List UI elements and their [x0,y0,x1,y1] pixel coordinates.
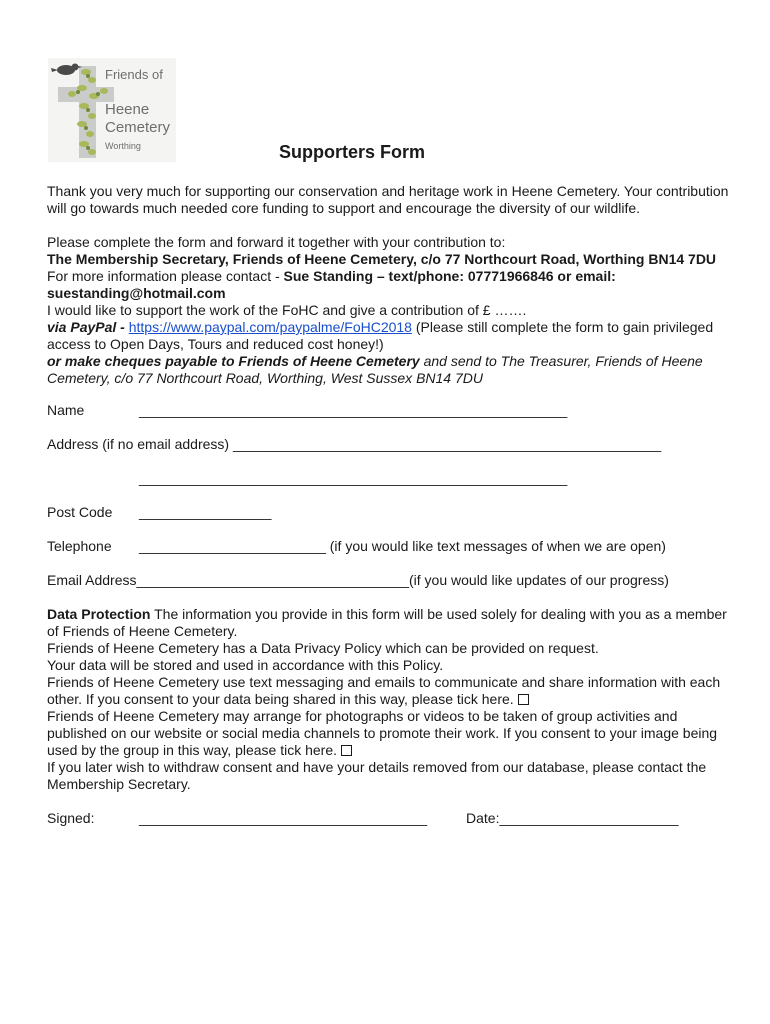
telephone-field-row [47,538,737,555]
contact-paragraph [47,268,737,302]
paypal-lead: via PayPal - [47,319,129,335]
data-protection-section [47,606,737,674]
forward-section [47,234,737,268]
address-label: Address (if no email address) _______________________________________________________ [47,436,662,452]
logo-text-friends-of: Friends of [105,67,163,82]
email-group [47,572,669,589]
logo-text-heene: Heene [105,101,150,118]
consent-messaging-checkbox[interactable] [518,694,529,705]
address-field-line2[interactable]: _______________________________________________________ [139,470,568,486]
consent-photo-text: Friends of Heene Cemetery may arrange for photographs or videos to be taken of group activities and published on our website or social media channels to promote their work. If you consent to your image being used by the group in this way, please tick here. [47,708,718,758]
signed-label: Signed: [47,810,95,826]
name-field-row [47,402,737,419]
logo-text-worthing: Worthing [105,141,141,151]
cheques-paragraph [47,353,737,387]
name-label: Name [47,402,85,418]
data-protection-text: The information you provide in this form will be used solely for dealing with you as a member of Friends of Heene Cemetery. [47,606,727,639]
email-field[interactable]: ___________________________________ [136,572,409,588]
consent-photo-checkbox[interactable] [341,745,352,756]
consent-photo-paragraph [47,708,737,759]
email-label: Email Address [47,572,137,588]
withdraw-paragraph: If you later wish to withdraw consent and have your details removed from our database, please contact the Membership Secretary. [47,759,707,792]
postcode-field[interactable]: _________________ [139,504,272,520]
paypal-note: (Please still complete the form to gain privileged access to Open Days, Tours and reduced cost honey!) [47,319,714,352]
membership-address: The Membership Secretary, Friends of Heene Cemetery, c/o 77 Northcourt Road, Worthing BN14 7DU [47,251,717,267]
postcode-label: Post Code [47,504,113,520]
address-field[interactable]: _______________________________________________________ [232,436,662,452]
signature-row [47,810,737,827]
privacy-policy-note: Friends of Heene Cemetery has a Data Privacy Policy which can be provided on request. [47,640,599,656]
intro-paragraph: Thank you very much for supporting our conservation and heritage work in Heene Cemetery. Your contribution will go towards much needed core funding to support and encourage the diversity of our wildlife. [47,183,729,216]
page-title: Supporters Form [279,142,426,162]
email-note: (if you would like updates of our progress) [409,572,669,588]
name-field[interactable]: _______________________________________________________ [139,402,568,418]
address-field-row [47,436,737,453]
postcode-field-row [47,504,737,521]
data-usage-note: Your data will be stored and used in accordance with this Policy. [47,657,444,673]
forward-text: Please complete the form and forward it together with your contribution to: [47,234,506,250]
contact-details: Sue Standing – text/phone: 07771966846 or email: suestanding@hotmail.com [47,268,616,301]
date-group [466,810,679,827]
support-line: I would like to support the work of the FoHC and give a contribution of £ ……. [47,302,527,318]
telephone-field[interactable]: ________________________ [139,538,326,554]
cheques-send-to: and send to The Treasurer, Friends of Heene Cemetery, c/o 77 Northcourt Road, Worthing, West Sussex BN14 7DU [47,353,703,386]
consent-messaging-text: Friends of Heene Cemetery use text messaging and emails to communicate and share information with each other. If you consent to your data being shared in this way, please tick here. [47,674,721,707]
paypal-link[interactable]: https://www.paypal.com/paypalme/FoHC2018 [128,319,412,335]
consent-messaging-paragraph [47,674,737,708]
signature-field[interactable]: _____________________________________ [139,810,428,826]
form-body [47,183,737,827]
email-field-row [47,572,737,589]
address-second-row [47,470,737,487]
fohc-logo [48,58,176,162]
cheques-payable: or make cheques payable to Friends of Heene Cemetery [47,353,420,369]
telephone-field-group [139,538,666,555]
telephone-note: (if you would like text messages of when we are open) [325,538,666,554]
data-protection-heading: Data Protection [47,606,151,622]
paypal-paragraph [47,319,737,353]
contact-lead: For more information please contact - [47,268,284,284]
logo-text-cemetery: Cemetery [105,119,171,136]
telephone-label: Telephone [47,538,112,554]
date-field[interactable]: _______________________ [499,810,679,826]
date-label: Date: [466,810,500,826]
